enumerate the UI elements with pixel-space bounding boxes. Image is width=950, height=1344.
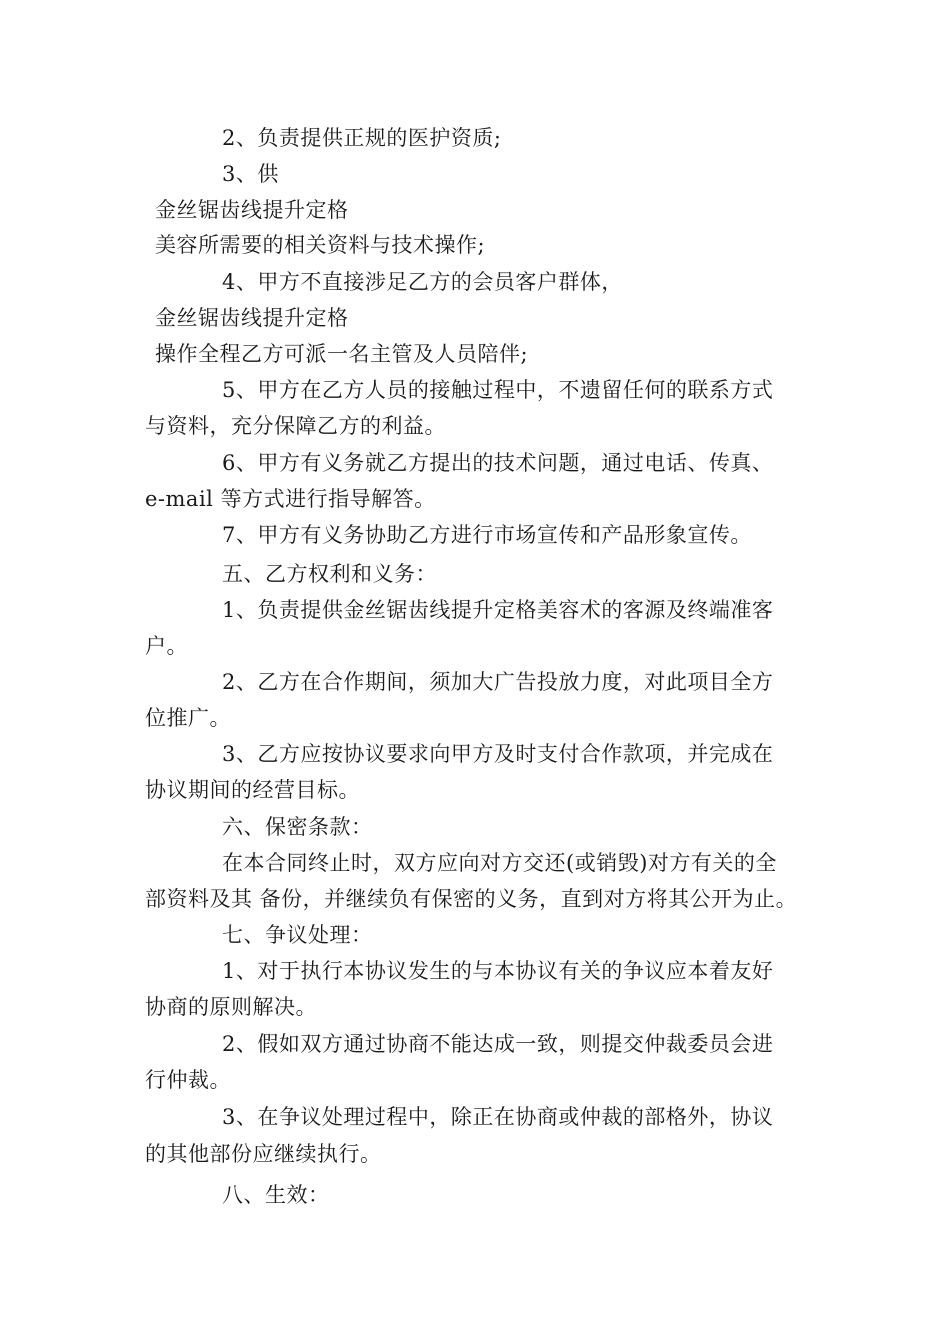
text-line: 4、甲方不直接涉足乙方的会员客户群体， xyxy=(222,270,623,294)
text-line: 位推广。 xyxy=(145,706,231,730)
section-heading: 六、保密条款： xyxy=(222,815,373,839)
text-line: 与资料，充分保障乙方的利益。 xyxy=(145,414,446,438)
text-line: 1、负责提供金丝锯齿线提升定格美容术的客源及终端准客 xyxy=(222,598,774,622)
text-line: 美容所需要的相关资料与技术操作; xyxy=(155,233,486,257)
text-line: 行仲裁。 xyxy=(145,1068,231,1092)
text-line: 3、在争议处理过程中，除正在协商或仲裁的部格外，协议 xyxy=(222,1105,774,1129)
text-line: 2、假如双方通过协商不能达成一致，则提交仲裁委员会进 xyxy=(222,1032,774,1056)
text-line: 1、对于执行本协议发生的与本协议有关的争议应本着友好 xyxy=(222,959,774,983)
text-line: 2、乙方在合作期间，须加大广告投放力度，对此项目全方 xyxy=(222,670,774,694)
section-heading: 七、争议处理： xyxy=(222,923,373,947)
text-line: 协商的原则解决。 xyxy=(145,995,317,1019)
text-line: 金丝锯齿线提升定格 xyxy=(155,306,349,330)
text-line: 6、甲方有义务就乙方提出的技术问题，通过电话、传真、 xyxy=(222,451,774,475)
text-line: 3、供 xyxy=(222,162,279,186)
text-line: 2、负责提供正规的医护资质; xyxy=(222,126,502,150)
text-line: 部资料及其 备份，并继续负有保密的义务，直到对方将其公开为止。 xyxy=(145,887,798,911)
text-line: 3、乙方应按协议要求向甲方及时支付合作款项，并完成在 xyxy=(222,742,774,766)
text-line: 7、甲方有义务协助乙方进行市场宣传和产品形象宣传。 xyxy=(222,523,752,547)
text-line: 5、甲方在乙方人员的接触过程中，不遗留任何的联系方式 xyxy=(222,378,774,402)
text-line: e-mail 等方式进行指导解答。 xyxy=(145,487,436,511)
text-line: 户。 xyxy=(145,634,188,658)
text-line: 金丝锯齿线提升定格 xyxy=(155,198,349,222)
text-line: 协议期间的经营目标。 xyxy=(145,778,360,802)
section-heading: 八、生效： xyxy=(222,1183,330,1207)
section-heading: 五、乙方权利和义务： xyxy=(222,562,437,586)
text-line: 在本合同终止时，双方应向对方交还(或销毁)对方有关的全 xyxy=(222,851,777,875)
text-line: 操作全程乙方可派一名主管及人员陪伴; xyxy=(155,342,529,366)
text-line: 的其他部份应继续执行。 xyxy=(145,1142,382,1166)
